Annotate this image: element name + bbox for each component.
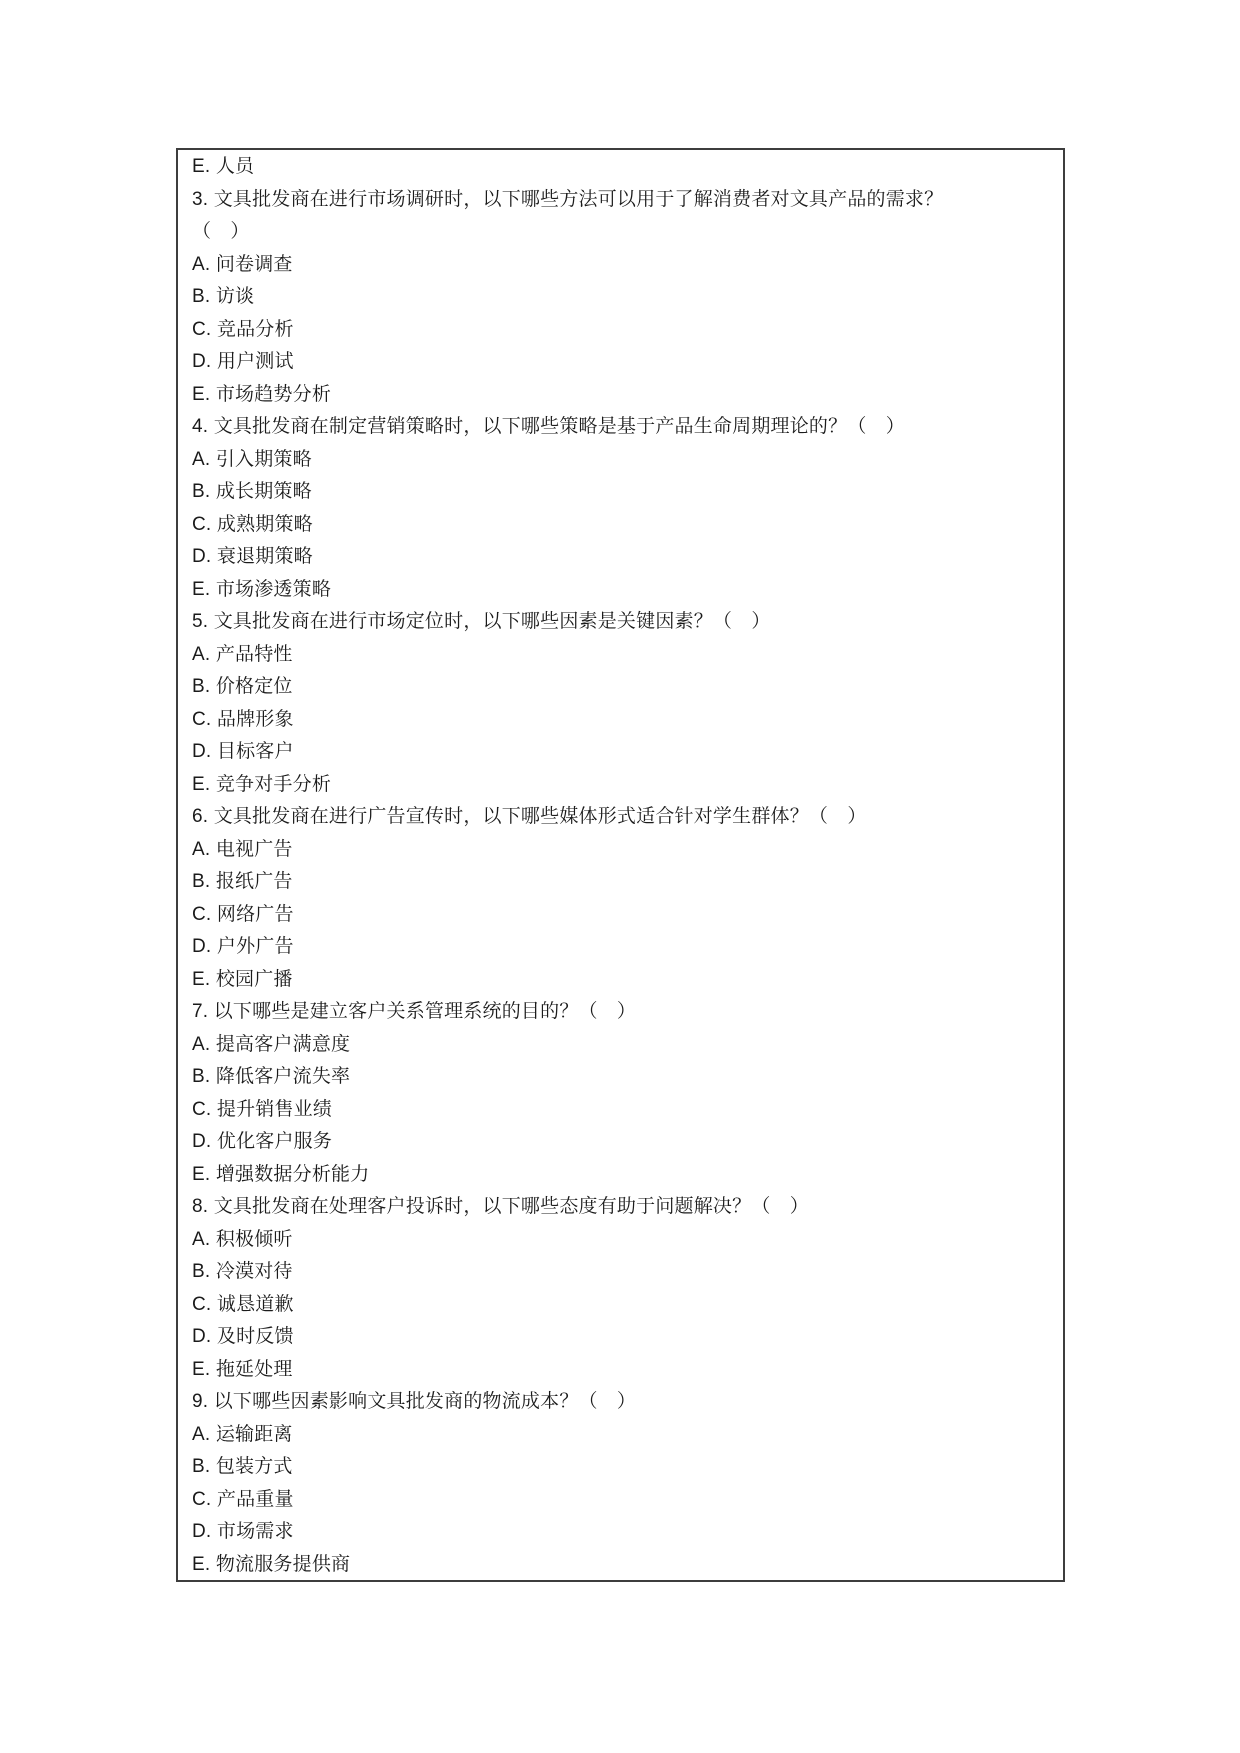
option-line: A. 产品特性 (192, 643, 293, 665)
option-line: B. 降低客户流失率 (192, 1066, 351, 1087)
option-line: D. 衰退期策略 (192, 546, 313, 567)
option-line: D. 市场需求 (192, 1521, 294, 1542)
question-line: 9. 以下哪些因素影响文具批发商的物流成本？（ ） (192, 1391, 637, 1412)
question-line: 7. 以下哪些是建立客户关系管理系统的目的？（ ） (192, 1001, 637, 1022)
question-line: 8. 文具批发商在处理客户投诉时，以下哪些态度有助于问题解决？（ ） (192, 1196, 809, 1217)
option-line: D. 目标客户 (192, 741, 294, 762)
answer-blank-line: （ ） (192, 221, 250, 242)
exam-document-box (176, 148, 1065, 1582)
question-line: 3. 文具批发商在进行市场调研时，以下哪些方法可以用于了解消费者对文具产品的需求？ (192, 188, 944, 210)
question-line: 5. 文具批发商在进行市场定位时，以下哪些因素是关键因素？（ ） (192, 611, 771, 632)
option-line: D. 用户测试 (192, 351, 294, 372)
option-line: A. 问卷调查 (192, 253, 293, 275)
option-line: E. 竞争对手分析 (192, 773, 332, 795)
option-line: A. 运输距离 (192, 1423, 293, 1445)
question-line: 6. 文具批发商在进行广告宣传时，以下哪些媒体形式适合针对学生群体？（ ） (192, 806, 867, 827)
option-line: C. 提升销售业绩 (192, 1098, 333, 1120)
question-line: 4. 文具批发商在制定营销策略时，以下哪些策略是基于产品生命周期理论的？（ ） (192, 416, 905, 437)
option-line: C. 产品重量 (192, 1488, 294, 1510)
option-line: D. 户外广告 (192, 936, 294, 957)
option-line: E. 校园广播 (192, 968, 293, 990)
option-line: B. 成长期策略 (192, 481, 312, 502)
option-line: C. 网络广告 (192, 903, 294, 925)
option-line: B. 包装方式 (192, 1456, 293, 1477)
option-line: A. 积极倾听 (192, 1228, 293, 1250)
option-line: E. 人员 (192, 156, 255, 177)
option-line: E. 市场趋势分析 (192, 383, 332, 405)
option-line: C. 品牌形象 (192, 708, 294, 730)
option-line: D. 及时反馈 (192, 1326, 294, 1347)
option-line: C. 诚恳道歉 (192, 1293, 294, 1315)
option-line: B. 冷漠对待 (192, 1261, 293, 1282)
option-line: E. 增强数据分析能力 (192, 1163, 370, 1185)
option-line: C. 成熟期策略 (192, 513, 313, 535)
option-line: C. 竞品分析 (192, 318, 294, 340)
option-line: E. 拖延处理 (192, 1358, 293, 1380)
option-line: B. 价格定位 (192, 676, 293, 697)
option-line: B. 访谈 (192, 286, 255, 307)
option-line: E. 市场渗透策略 (192, 578, 332, 600)
option-line: A. 引入期策略 (192, 448, 312, 470)
option-line: D. 优化客户服务 (192, 1131, 333, 1152)
option-line: B. 报纸广告 (192, 871, 293, 892)
option-line: A. 提高客户满意度 (192, 1033, 351, 1055)
option-line: E. 物流服务提供商 (192, 1553, 351, 1575)
option-line: A. 电视广告 (192, 838, 293, 860)
